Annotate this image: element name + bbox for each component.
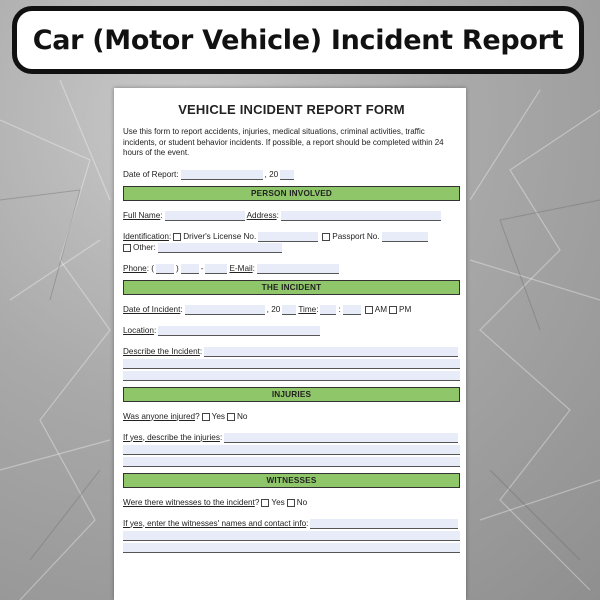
- phone-label: Phone: [123, 263, 147, 273]
- location-row: Location :: [123, 325, 460, 336]
- describe-injuries-label: If yes, describe the injuries: [123, 432, 220, 442]
- drivers-license-field[interactable]: [258, 232, 318, 242]
- location-label: Location: [123, 325, 154, 335]
- identification-row: Identification : Driver's License No. Passport No.: [123, 231, 460, 242]
- email-field[interactable]: [257, 264, 339, 274]
- banner-title: Car (Motor Vehicle) Incident Report: [32, 24, 564, 56]
- time-separator: :: [338, 304, 341, 314]
- phone-area-code-field[interactable]: [156, 264, 174, 274]
- date-of-report-label: Date of Report:: [123, 169, 179, 179]
- passport-label: Passport No.: [332, 231, 380, 241]
- describe-injuries-line-3[interactable]: [123, 457, 460, 467]
- section-the-incident: THE INCIDENT: [123, 280, 460, 295]
- phone-email-row: Phone : ( ) - E-Mail :: [123, 263, 460, 274]
- witnesses-no-checkbox[interactable]: [287, 499, 295, 507]
- incident-year-field[interactable]: [282, 305, 296, 315]
- phone-prefix-field[interactable]: [181, 264, 199, 274]
- witnesses-info-row: If yes, enter the witnesses' names and contact info :: [123, 518, 460, 529]
- drivers-license-label: Driver's License No.: [183, 231, 257, 241]
- injured-no-checkbox[interactable]: [227, 413, 235, 421]
- year-prefix: , 20: [264, 169, 279, 179]
- email-label: E-Mail: [229, 263, 253, 273]
- full-name-field[interactable]: [165, 211, 245, 221]
- time-label: Time: [298, 304, 317, 314]
- describe-incident-line-2[interactable]: [123, 359, 460, 369]
- name-address-row: Full Name : Address :: [123, 210, 460, 221]
- date-of-incident-field[interactable]: [185, 305, 265, 315]
- location-field[interactable]: [158, 326, 320, 336]
- form-page: [114, 88, 466, 600]
- describe-incident-field[interactable]: [204, 347, 458, 357]
- injured-yes-label: Yes: [211, 411, 225, 421]
- section-witnesses: WITNESSES: [123, 473, 460, 488]
- passport-field[interactable]: [382, 232, 428, 242]
- witnesses-yes-checkbox[interactable]: [261, 499, 269, 507]
- phone-open-paren: (: [151, 263, 154, 273]
- time-minute-field[interactable]: [343, 305, 361, 315]
- other-id-field[interactable]: [158, 243, 282, 253]
- describe-injuries-line-2[interactable]: [123, 445, 460, 455]
- describe-incident-row: Describe the Incident :: [123, 346, 460, 357]
- phone-line-field[interactable]: [205, 264, 227, 274]
- describe-injuries-field[interactable]: [224, 433, 458, 443]
- am-checkbox[interactable]: [365, 306, 373, 314]
- section-person-involved: PERSON INVOLVED: [123, 186, 460, 201]
- injured-no-label: No: [236, 411, 248, 421]
- injured-yes-checkbox[interactable]: [202, 413, 210, 421]
- passport-checkbox[interactable]: [322, 233, 330, 241]
- pm-label: PM: [399, 304, 412, 314]
- describe-incident-label: Describe the Incident: [123, 346, 200, 356]
- time-hour-field[interactable]: [320, 305, 336, 315]
- other-id-label: Other:: [133, 242, 156, 252]
- describe-injuries-row: If yes, describe the injuries :: [123, 432, 460, 443]
- am-label: AM: [374, 304, 388, 314]
- phone-dash: -: [200, 263, 204, 273]
- date-of-incident-label: Date of Incident: [123, 304, 181, 314]
- injured-question-row: Was anyone injured ? Yes No: [123, 411, 248, 421]
- phone-close-paren: ): [175, 263, 179, 273]
- identification-label: Identification: [123, 231, 169, 241]
- address-field[interactable]: [281, 211, 441, 221]
- other-id-row: [123, 242, 460, 253]
- witnesses-info-label: If yes, enter the witnesses' names and contact info: [123, 518, 307, 528]
- date-of-report-field[interactable]: [181, 170, 263, 180]
- title-banner: [12, 6, 584, 74]
- witnesses-info-line-2[interactable]: [123, 531, 460, 541]
- incident-date-time-row: Date of Incident : , 20 Time : : AM PM: [123, 304, 412, 314]
- other-id-checkbox[interactable]: [123, 244, 131, 252]
- witnesses-question-row: Were there witnesses to the incident ? Yes No: [123, 497, 308, 507]
- witnesses-yes-label: Yes: [271, 497, 285, 507]
- witnesses-info-field[interactable]: [310, 519, 458, 529]
- date-of-report-row: [123, 169, 460, 180]
- drivers-license-checkbox[interactable]: [173, 233, 181, 241]
- pm-checkbox[interactable]: [389, 306, 397, 314]
- full-name-label: Full Name: [123, 210, 161, 220]
- report-year-field[interactable]: [280, 170, 294, 180]
- injured-question-label: Was anyone injured: [123, 411, 196, 421]
- incident-year-prefix: , 20: [266, 304, 281, 314]
- section-injuries: INJURIES: [123, 387, 460, 402]
- witnesses-info-line-3[interactable]: [123, 543, 460, 553]
- witnesses-no-label: No: [296, 497, 308, 507]
- describe-incident-line-3[interactable]: [123, 371, 460, 381]
- witnesses-question-label: Were there witnesses to the incident: [123, 497, 255, 507]
- form-title: VEHICLE INCIDENT REPORT FORM: [178, 102, 405, 117]
- form-intro: Use this form to report accidents, injuries, medical situations, criminal activities, traffic incidents, or student behavior incidents. If possible, a report should be completed within 24 hours of the event.: [123, 127, 444, 157]
- address-label: Address: [246, 210, 277, 220]
